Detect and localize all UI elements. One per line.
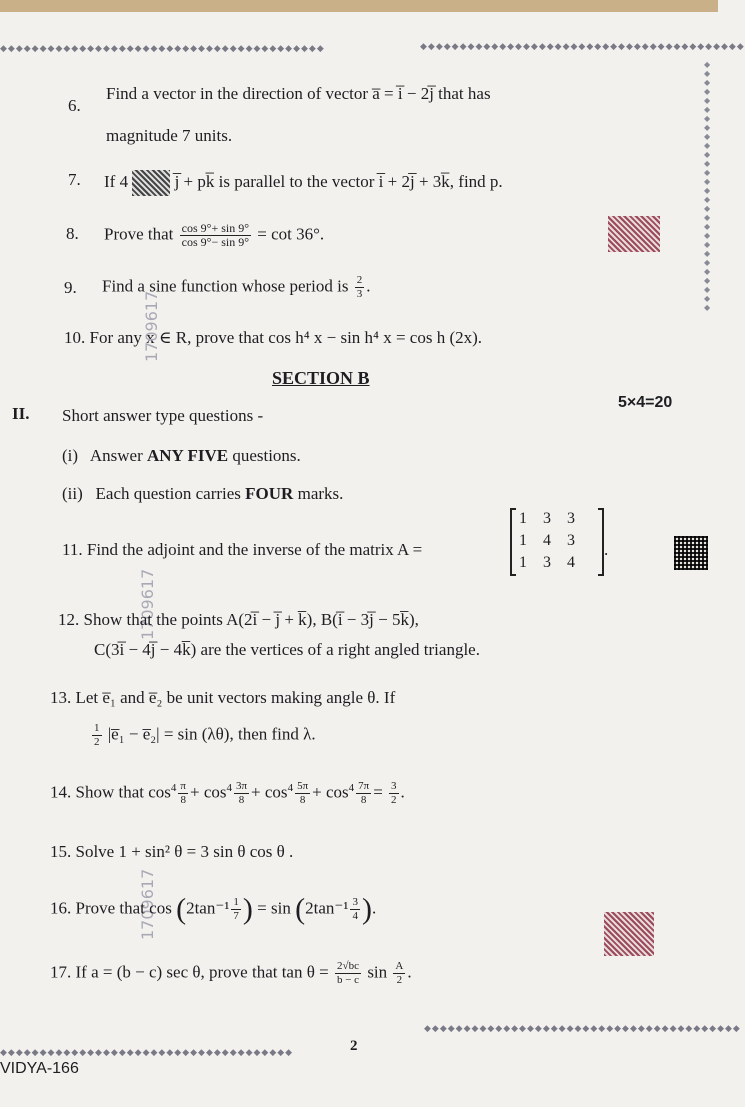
matrix-cell: 1 xyxy=(519,510,527,527)
question-14-term-4 xyxy=(356,780,371,807)
question-16-frac-a xyxy=(231,896,241,923)
question-8-number: 8. xyxy=(66,224,79,243)
question-13-line-2 xyxy=(90,722,316,749)
dot-border-bottom-left: ◆◆◆◆◆◆◆◆◆◆◆◆◆◆◆◆◆◆◆◆◆◆◆◆◆◆◆◆◆◆◆◆◆◆◆◆◆ xyxy=(0,1048,294,1058)
question-7-number: 7. xyxy=(68,170,81,189)
question-11-body: Find the adjoint and the inverse of the matrix A = xyxy=(86,540,423,559)
matrix-cell: 3 xyxy=(543,510,551,527)
question-8-numerator: cos 9°+ sin 9° xyxy=(181,221,250,235)
instruction-2-post: marks. xyxy=(293,484,344,503)
term-den: 8 xyxy=(299,794,306,806)
matrix-cell: 4 xyxy=(543,532,551,549)
matrix-row-2 xyxy=(518,532,576,550)
security-code-patch-1 xyxy=(608,216,660,252)
question-14-cos-2: cos xyxy=(203,782,227,802)
question-9-post: . xyxy=(366,276,371,296)
question-7-text xyxy=(104,170,503,196)
term-den: 8 xyxy=(238,794,245,806)
question-9-denominator: 3 xyxy=(356,288,363,300)
question-8-pre: Prove that xyxy=(104,224,174,244)
question-13-half-den: 2 xyxy=(94,736,100,748)
frac-num: 2√bc xyxy=(335,960,361,974)
question-13-number: 13. xyxy=(50,688,72,707)
question-10-body: For any x ∈ R, prove that cos h⁴ x − sin h⁴ x = cos h (2x). xyxy=(89,328,483,347)
frac-num: 3 xyxy=(352,896,358,908)
watermark-2: 1709617 xyxy=(138,568,157,640)
question-15-number: 15. xyxy=(50,842,72,861)
question-14-cos-4: cos xyxy=(325,782,349,802)
section-heading: Short answer type questions - xyxy=(62,406,264,425)
matrix-a xyxy=(510,508,604,576)
question-16-mid: = sin xyxy=(257,898,291,918)
matrix-period: . xyxy=(604,540,609,559)
question-14-term-1 xyxy=(178,780,188,807)
question-17-sin: sin xyxy=(367,962,388,982)
question-6-number: 6. xyxy=(68,96,81,115)
question-10-text xyxy=(64,328,482,348)
section-marks: 5×4=20 xyxy=(618,394,673,411)
dot-border-bottom-right: ◆◆◆◆◆◆◆◆◆◆◆◆◆◆◆◆◆◆◆◆◆◆◆◆◆◆◆◆◆◆◆◆◆◆◆◆◆◆◆◆ xyxy=(424,1024,741,1034)
question-13-body: Let e̅₁ and e̅₂ be unit vectors making angle θ. If xyxy=(75,688,396,707)
question-7-post: j̅ + pk̅ is parallel to the vector i̅ + 2j̅ + 3k̅, find p. xyxy=(174,171,503,191)
question-6-line-1: Find a vector in the direction of vector a̅ = i̅ − 2j̅ that has xyxy=(106,84,491,103)
question-17-text: 17. If a = (b − c) sec θ, prove that tan θ = $\frac{2√bc}{b - c}$ sin $\frac{A}{2}$ . xyxy=(50,960,412,986)
question-14-text: 14. Show that $\cos^4$ $\frac{\pi}{8}$ + $\cos^4$ $\frac{3\pi}{8}$ + $\cos^4$ $\frac{5\pi}{8}$ + $\cos^4$ $\frac{7\pi}{8}$ = $\frac{3}{2}$ . xyxy=(50,780,405,806)
question-13-half-num: 1 xyxy=(94,722,100,734)
footer-code: VIDYA-166 xyxy=(0,1060,79,1077)
question-16-number: 16. xyxy=(50,898,72,918)
question-15-text xyxy=(50,842,293,862)
question-13-half xyxy=(92,722,102,749)
section-roman-number: II. xyxy=(12,404,30,423)
matrix-cell: 1 xyxy=(519,532,527,549)
watermark-1: 1709617 xyxy=(142,290,161,362)
question-7-pre: If 4 xyxy=(104,171,129,191)
question-17-pre: If a = (b − c) sec θ, prove that tan θ = xyxy=(75,962,329,982)
rhs-den: 2 xyxy=(391,794,397,806)
frac-num: A xyxy=(395,960,404,972)
frac-den: 2 xyxy=(396,974,403,986)
question-12-line-2: C(3i̅ − 4j̅ − 4k̅) are the vertices of a right angled triangle. xyxy=(94,640,480,659)
page-number: 2 xyxy=(350,1038,358,1054)
page-top-edge xyxy=(0,0,718,12)
instruction-1-pre: Answer xyxy=(89,446,147,465)
term-den: 8 xyxy=(180,794,186,806)
question-6-line-2: magnitude 7 units. xyxy=(106,126,233,145)
matrix-row-1 xyxy=(518,510,576,528)
question-7-obscured-patch xyxy=(132,170,170,196)
question-12-body: Show that the points A(2i̅ − j̅ + k̅), B(i̅ − 3j̅ − 5k̅), xyxy=(83,610,419,629)
question-12-line-1 xyxy=(58,610,419,630)
security-code-patch-2 xyxy=(604,912,654,956)
section-b-title: SECTION B xyxy=(272,368,370,388)
question-8-denominator: cos 9°− sin 9° xyxy=(181,235,250,249)
term-den: 8 xyxy=(360,794,367,806)
question-9-numerator: 2 xyxy=(356,274,363,286)
question-9-pre: Find a sine function whose period is xyxy=(102,276,349,296)
term-num: 3π xyxy=(235,780,248,792)
question-15-body: Solve 1 + sin² θ = 3 sin θ cos θ . xyxy=(75,842,294,861)
question-17-fraction xyxy=(335,960,361,987)
question-11-number: 11. xyxy=(62,540,83,559)
instruction-2 xyxy=(62,484,343,504)
question-8-post: = cot 36°. xyxy=(257,224,325,244)
question-10-number: 10. xyxy=(64,328,86,347)
instruction-2-bold: FOUR xyxy=(245,484,294,503)
question-16-tan-2: 2tan⁻¹ xyxy=(305,898,349,918)
question-11-text xyxy=(62,540,422,560)
dot-border-top-left: ◆◆◆◆◆◆◆◆◆◆◆◆◆◆◆◆◆◆◆◆◆◆◆◆◆◆◆◆◆◆◆◆◆◆◆◆◆◆◆◆◆ xyxy=(0,44,325,54)
question-9-fraction xyxy=(355,274,365,301)
question-14-cos-1: cos xyxy=(148,782,171,802)
matrix-row-3 xyxy=(518,554,576,572)
term-num: 7π xyxy=(358,780,370,792)
question-17-half xyxy=(393,960,405,987)
frac-den: b − c xyxy=(336,974,360,986)
term-num: 5π xyxy=(297,780,309,792)
question-16-frac-b xyxy=(350,896,360,923)
question-16-text: 16. Prove that cos (2tan⁻¹ $\frac{1}{7}$ ) = sin (2tan⁻¹ $\frac{3}{4}$ ). xyxy=(50,892,377,926)
question-14-rhs xyxy=(389,780,399,807)
instruction-1 xyxy=(62,446,301,466)
dot-border-right: ◆◆◆◆◆◆◆◆◆◆◆◆◆◆◆◆◆◆◆◆◆◆◆◆◆◆◆◆ xyxy=(704,60,711,312)
question-9-number: 9. xyxy=(64,278,77,297)
question-16-tan-1: 2tan⁻¹ xyxy=(186,898,230,918)
question-14-number: 14. xyxy=(50,782,72,802)
question-13-body-2: |e̅₁ − e̅₂| = sin (λθ), then find λ. xyxy=(107,724,316,744)
question-14-pre: Show that xyxy=(75,782,144,802)
question-8-fraction xyxy=(180,222,251,249)
question-8-text xyxy=(104,222,324,249)
qr-code xyxy=(674,536,708,570)
instruction-1-post: questions. xyxy=(228,446,301,465)
matrix-cell: 3 xyxy=(543,554,551,571)
question-16-pre: Prove that cos xyxy=(75,898,172,918)
matrix-cell: 4 xyxy=(567,554,575,571)
instruction-1-label: (i) xyxy=(62,446,79,465)
question-12-number: 12. xyxy=(58,610,80,629)
rhs-num: 3 xyxy=(391,780,397,792)
instruction-2-pre: Each question carries xyxy=(95,484,246,503)
watermark-3: 1709617 xyxy=(138,868,157,940)
question-14-cos-3: cos xyxy=(264,782,288,802)
matrix-cell: 1 xyxy=(519,554,527,571)
question-17-number: 17. xyxy=(50,962,72,982)
question-14-term-3 xyxy=(295,780,310,807)
instruction-2-label: (ii) xyxy=(62,484,83,503)
frac-num: 1 xyxy=(233,896,239,908)
question-14-term-2 xyxy=(234,780,249,807)
matrix-cell: 3 xyxy=(567,510,575,527)
term-num: π xyxy=(180,780,186,792)
frac-den: 7 xyxy=(233,910,239,922)
matrix-cell: 3 xyxy=(567,532,575,549)
frac-den: 4 xyxy=(352,910,358,922)
question-13-line-1 xyxy=(50,688,395,708)
dot-border-top-right: ◆◆◆◆◆◆◆◆◆◆◆◆◆◆◆◆◆◆◆◆◆◆◆◆◆◆◆◆◆◆◆◆◆◆◆◆◆◆◆◆◆ xyxy=(420,42,745,52)
instruction-1-bold: ANY FIVE xyxy=(147,446,229,465)
